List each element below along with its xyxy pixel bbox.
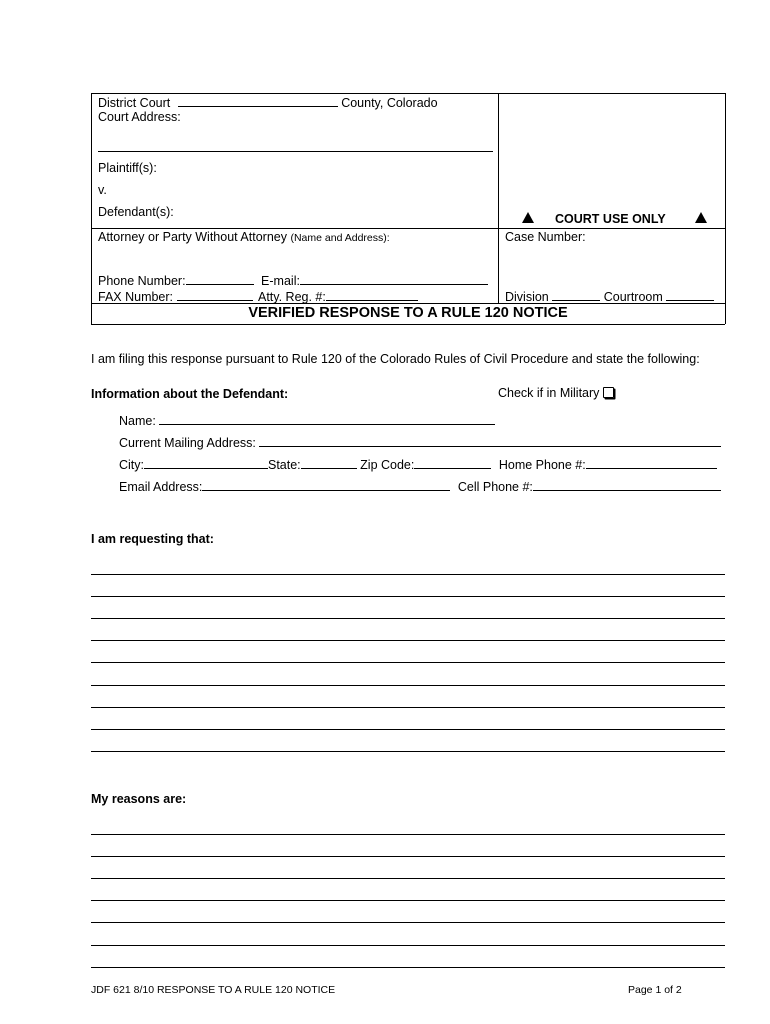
court-use-arrow-left-icon (522, 212, 534, 226)
case-number-label: Case Number: (505, 230, 586, 244)
caption-column-divider (498, 93, 499, 303)
fax-number-label: FAX Number: (98, 290, 174, 304)
requesting-line[interactable] (91, 751, 725, 752)
defendants-label: Defendant(s): (98, 205, 174, 219)
caption-right-border (725, 93, 726, 324)
email-address-field[interactable] (202, 479, 450, 491)
atty-reg-field[interactable] (326, 289, 418, 301)
reasons-line[interactable] (91, 834, 725, 835)
mailing-address-label: Current Mailing Address: (119, 436, 256, 450)
name-row (119, 413, 495, 428)
reasons-line[interactable] (91, 967, 725, 968)
requesting-line[interactable] (91, 640, 725, 641)
fax-number-field[interactable] (177, 289, 253, 301)
zip-field[interactable] (414, 457, 491, 469)
caption-bottom-border (91, 324, 725, 325)
document-title: VERIFIED RESPONSE TO A RULE 120 NOTICE (248, 305, 568, 321)
cell-phone-field[interactable] (533, 479, 721, 491)
requesting-line[interactable] (91, 574, 725, 575)
parties-attorney-divider (91, 228, 498, 229)
email-cell-row (119, 479, 721, 494)
name-field[interactable] (159, 413, 495, 425)
intro-statement: I am filing this response pursuant to Rule 120 of the Colorado Rules of Civil Procedure and state the following: (91, 352, 700, 366)
division-label: Division (505, 290, 549, 304)
attorney-line (98, 230, 390, 244)
reasons-line[interactable] (91, 900, 725, 901)
defendant-info-heading: Information about the Defendant: (91, 387, 289, 401)
city-field[interactable] (144, 457, 268, 469)
attorney-note: (Name and Address): (290, 232, 390, 244)
requesting-line[interactable] (91, 707, 725, 708)
phone-number-label: Phone Number: (98, 274, 186, 288)
court-address-line (98, 151, 493, 152)
military-check[interactable] (498, 386, 614, 400)
district-court-label: District Court (98, 96, 171, 110)
reasons-line[interactable] (91, 878, 725, 879)
phone-email-line (98, 273, 488, 288)
reasons-heading: My reasons are: (91, 792, 187, 806)
attorney-label: Attorney or Party Without Attorney (98, 230, 287, 244)
fax-atty-line (98, 289, 418, 304)
court-use-divider (498, 228, 725, 229)
requesting-line[interactable] (91, 596, 725, 597)
requesting-line[interactable] (91, 729, 725, 730)
county-field[interactable] (178, 95, 338, 107)
requesting-heading: I am requesting that: (91, 532, 214, 546)
cell-phone-label: Cell Phone #: (457, 480, 533, 494)
district-court-line (98, 95, 438, 110)
name-label: Name: (119, 414, 156, 428)
email-address-label: Email Address: (119, 480, 203, 494)
email-label: E-mail: (261, 274, 300, 288)
state-label: State: (268, 458, 301, 472)
division-courtroom-line (505, 289, 714, 304)
caption-left-border (91, 93, 92, 324)
military-check-label: Check if in Military (498, 386, 600, 400)
caption-top-border (91, 93, 725, 94)
mailing-address-field[interactable] (259, 435, 721, 447)
city-state-zip-row (119, 457, 717, 472)
email-field[interactable] (300, 273, 488, 285)
home-phone-field[interactable] (586, 457, 717, 469)
courtroom-field[interactable] (666, 289, 714, 301)
phone-number-field[interactable] (186, 273, 254, 285)
court-use-arrow-right-icon (695, 212, 707, 226)
reasons-line[interactable] (91, 856, 725, 857)
footer-form-id: JDF 621 8/10 RESPONSE TO A RULE 120 NOTICE (91, 984, 336, 996)
atty-reg-label: Atty. Reg. #: (258, 290, 326, 304)
zip-label: Zip Code: (360, 458, 415, 472)
court-address-label: Court Address: (98, 110, 181, 124)
requesting-line[interactable] (91, 685, 725, 686)
reasons-line[interactable] (91, 922, 725, 923)
requesting-line[interactable] (91, 662, 725, 663)
versus-label: v. (98, 183, 107, 197)
reasons-line[interactable] (91, 945, 725, 946)
mailing-address-row (119, 435, 721, 450)
plaintiffs-label: Plaintiff(s): (98, 161, 157, 175)
home-phone-label: Home Phone #: (498, 458, 586, 472)
city-label: City: (119, 458, 144, 472)
state-field[interactable] (301, 457, 357, 469)
courtroom-label: Courtroom (603, 290, 663, 304)
court-use-only-label: COURT USE ONLY (555, 212, 666, 226)
division-field[interactable] (552, 289, 600, 301)
requesting-line[interactable] (91, 618, 725, 619)
county-colorado-label: County, Colorado (341, 96, 438, 110)
military-checkbox[interactable] (603, 387, 614, 398)
footer-page-number: Page 1 of 2 (628, 984, 682, 996)
